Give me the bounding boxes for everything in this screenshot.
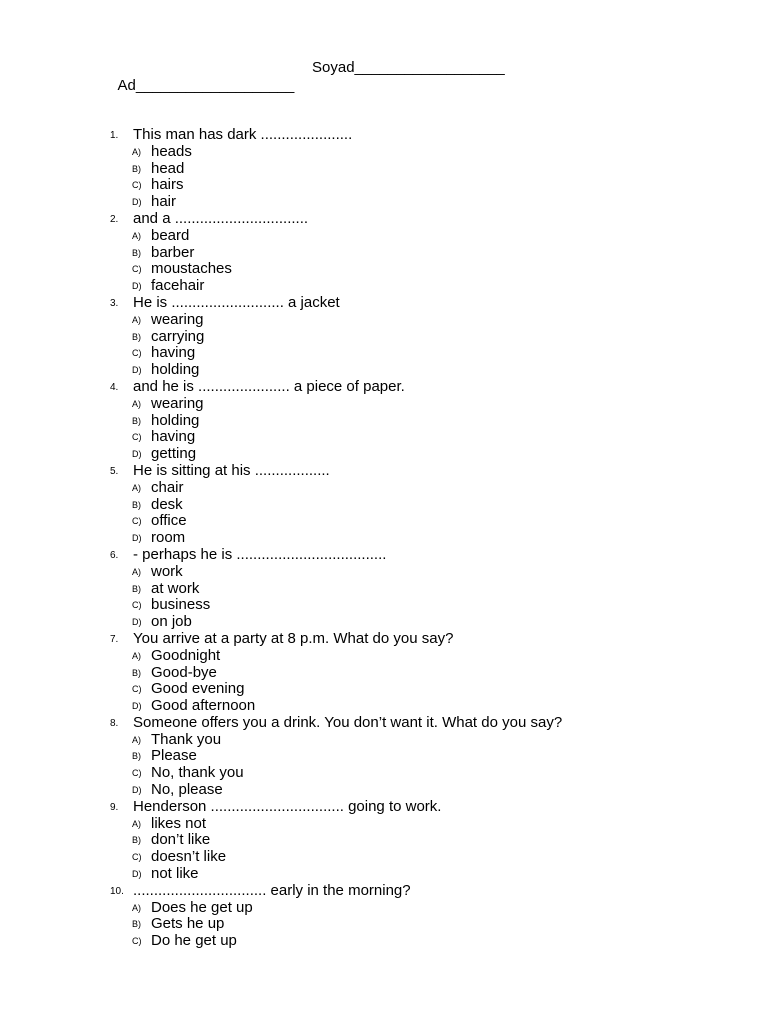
option-c [0, 260, 768, 277]
option-letter: C) [132, 852, 142, 863]
option-letter: C) [132, 768, 142, 779]
option-letter: D) [132, 617, 142, 628]
option-text: Good-bye [151, 663, 217, 681]
option-letter: C) [132, 516, 142, 527]
option-letter: A) [132, 650, 141, 661]
option-text: Good evening [151, 680, 245, 698]
question-6 [0, 546, 768, 630]
option-letter: B) [132, 247, 141, 258]
option-letter: D) [132, 449, 142, 460]
option-letter: A) [132, 818, 141, 829]
option-c [0, 428, 768, 445]
option-letter: C) [132, 180, 142, 191]
question-number: 10. [110, 885, 124, 897]
surname-field: Soyad__________________ [312, 59, 505, 76]
option-d [0, 277, 768, 294]
question-7 [0, 630, 768, 714]
option-text: wearing [151, 394, 204, 412]
option-b [0, 747, 768, 764]
option-d [0, 361, 768, 378]
option-letter: B) [132, 751, 141, 762]
option-letter: D) [132, 869, 142, 880]
option-letter: D) [132, 701, 142, 712]
option-text: hair [151, 193, 177, 211]
question-list [0, 126, 768, 949]
question-2 [0, 210, 768, 294]
option-b [0, 328, 768, 345]
option-text: Gets he up [151, 915, 225, 933]
question-8 [0, 714, 768, 798]
option-text: holding [151, 361, 200, 379]
option-c [0, 596, 768, 613]
option-a [0, 143, 768, 160]
question-number: 5. [110, 465, 119, 477]
option-letter: C) [132, 936, 142, 947]
option-c [0, 764, 768, 781]
option-letter: C) [132, 264, 142, 275]
option-text: Goodnight [151, 646, 221, 664]
question-number: 1. [110, 130, 119, 141]
option-text: facehair [151, 277, 205, 295]
option-a [0, 647, 768, 664]
question-10 [0, 882, 768, 949]
option-text: carrying [151, 327, 205, 345]
option-text: on job [151, 613, 192, 631]
question-number: 2. [110, 213, 119, 225]
option-letter: B) [132, 415, 141, 426]
option-c [0, 344, 768, 361]
question-text: - perhaps he is .................................... [133, 545, 387, 563]
option-b [0, 244, 768, 261]
option-letter: C) [132, 348, 142, 359]
question-number: 3. [110, 297, 119, 309]
option-letter: A) [132, 146, 141, 157]
option-a [0, 479, 768, 496]
option-b [0, 915, 768, 932]
option-text: chair [151, 478, 184, 496]
option-letter: A) [132, 230, 141, 241]
question-number: 9. [110, 801, 119, 813]
option-text: Thank you [151, 730, 222, 748]
option-text: likes not [151, 814, 207, 832]
option-text: wearing [151, 310, 204, 328]
option-c [0, 680, 768, 697]
option-a [0, 731, 768, 748]
option-letter: D) [132, 785, 142, 796]
option-b [0, 664, 768, 681]
option-text: not like [151, 865, 199, 883]
option-d [0, 865, 768, 882]
option-b [0, 160, 768, 177]
option-text: barber [151, 243, 195, 261]
option-letter: B) [132, 835, 141, 846]
option-text: desk [151, 495, 183, 513]
option-a [0, 815, 768, 832]
option-letter: C) [132, 432, 142, 443]
option-letter: A) [132, 314, 141, 325]
option-b [0, 580, 768, 597]
option-text: No, please [151, 781, 223, 799]
option-letter: D) [132, 197, 142, 208]
option-letter: A) [132, 902, 141, 913]
question-text: Henderson ................................ going to work. [133, 797, 442, 815]
option-text: No, thank you [151, 764, 244, 782]
question-3 [0, 294, 768, 378]
option-d [0, 613, 768, 630]
option-letter: A) [132, 566, 141, 577]
option-text: moustaches [151, 260, 232, 278]
question-number: 7. [110, 633, 119, 645]
option-letter: C) [132, 684, 142, 695]
option-letter: A) [132, 482, 141, 493]
option-c [0, 848, 768, 865]
option-letter: B) [132, 667, 141, 678]
question-text: He is ........................... a jacket [133, 293, 340, 311]
option-text: business [151, 596, 211, 614]
option-c [0, 176, 768, 193]
option-a [0, 311, 768, 328]
option-text: heads [151, 142, 192, 160]
option-d [0, 193, 768, 210]
question-number: 6. [110, 549, 119, 561]
question-text: ................................ early in the morning? [133, 881, 411, 899]
option-a [0, 899, 768, 916]
option-d [0, 529, 768, 546]
option-letter: B) [132, 499, 141, 510]
option-d [0, 781, 768, 798]
option-letter: D) [132, 281, 142, 292]
option-text: room [151, 529, 186, 547]
option-text: getting [151, 445, 197, 463]
question-5 [0, 462, 768, 546]
question-4 [0, 378, 768, 462]
option-text: holding [151, 411, 200, 429]
option-b [0, 496, 768, 513]
option-text: having [151, 428, 196, 446]
option-letter: D) [132, 365, 142, 376]
question-text: This man has dark ...................... [133, 126, 353, 143]
option-letter: B) [132, 583, 141, 594]
option-text: having [151, 344, 196, 362]
question-text: Someone offers you a drink. You don’t want it. What do you say? [133, 713, 563, 731]
question-text: and he is ...................... a piece of paper. [133, 377, 405, 395]
option-b [0, 412, 768, 429]
option-a [0, 227, 768, 244]
question-9 [0, 798, 768, 882]
option-letter: A) [132, 398, 141, 409]
question-text: He is sitting at his .................. [133, 461, 330, 479]
option-letter: B) [132, 331, 141, 342]
option-b [0, 831, 768, 848]
question-number: 8. [110, 717, 119, 729]
option-text: head [151, 159, 185, 177]
option-c [0, 512, 768, 529]
option-text: Good afternoon [151, 697, 256, 715]
option-text: Please [151, 747, 197, 765]
option-text: doesn’t like [151, 848, 227, 866]
option-a [0, 563, 768, 580]
option-text: beard [151, 226, 190, 244]
question-text: and a ................................ [133, 209, 309, 227]
option-d [0, 697, 768, 714]
option-letter: B) [132, 919, 141, 930]
name-field: Ad___________________ [117, 77, 295, 94]
option-d [0, 445, 768, 462]
option-c [0, 932, 768, 949]
option-text: work [151, 562, 183, 580]
option-letter: A) [132, 734, 141, 745]
option-text: hairs [151, 176, 184, 194]
option-letter: C) [132, 600, 142, 611]
option-text: office [151, 512, 187, 530]
option-letter: B) [132, 163, 141, 174]
question-1 [0, 126, 768, 210]
question-number: 4. [110, 381, 119, 393]
question-text: You arrive at a party at 8 p.m. What do you say? [133, 629, 454, 647]
option-letter: D) [132, 533, 142, 544]
student-info-header [110, 59, 505, 113]
option-text: Do he get up [151, 932, 237, 950]
option-text: at work [151, 579, 200, 597]
option-a [0, 395, 768, 412]
option-text: Does he get up [151, 898, 253, 916]
option-text: don’t like [151, 831, 211, 849]
